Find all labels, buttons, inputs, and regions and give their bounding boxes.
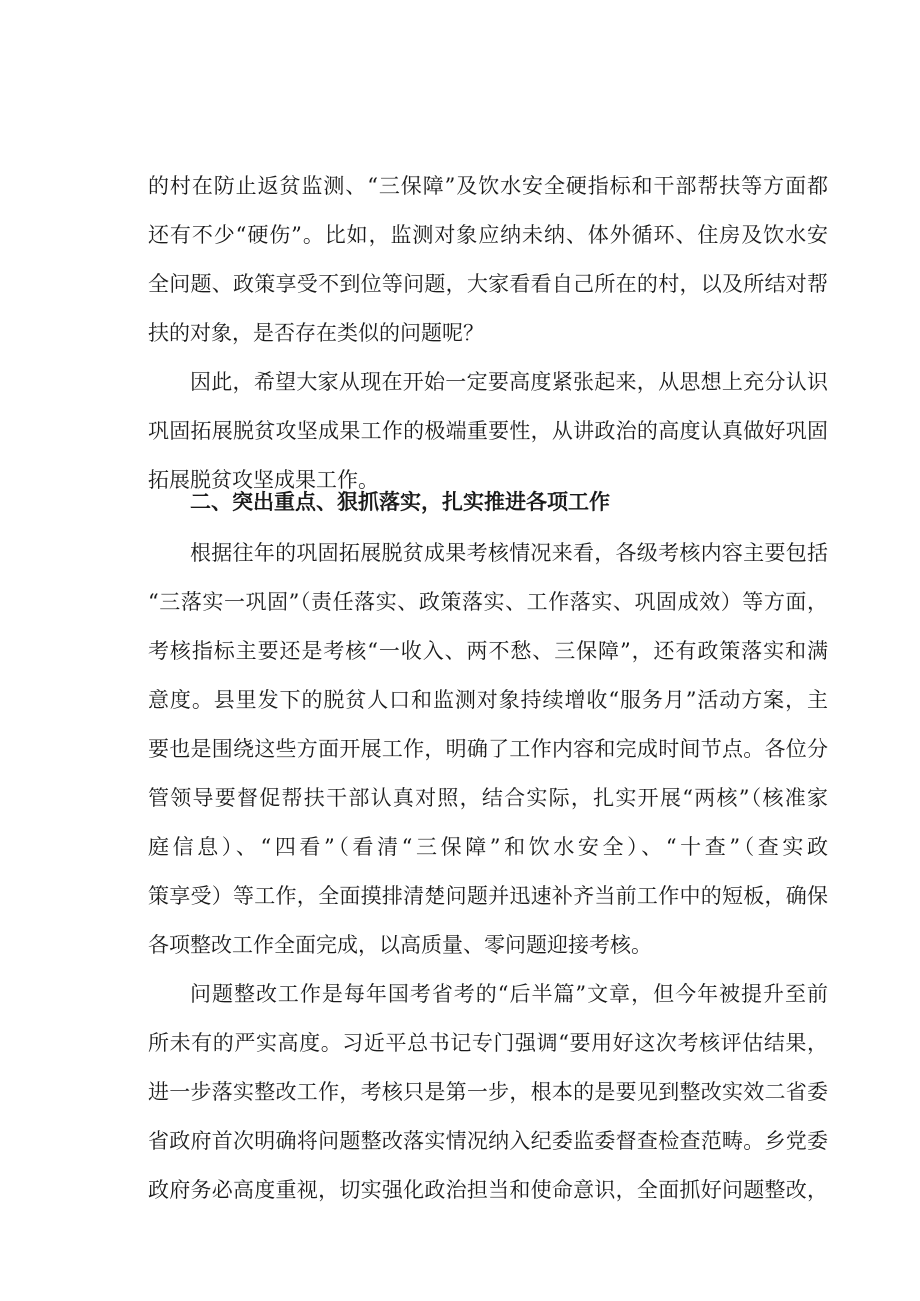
paragraph-1-line-4: 扶的对象，是否存在类似的问题呢？: [148, 321, 484, 345]
paragraph-1-line-3: 全问题、政策享受不到位等问题，大家看看自己所在的村，以及所结对帮: [148, 272, 828, 296]
paragraph-3-line-7: 庭信息）、“四看”（看清“三保障”和饮水安全）、“十查”（查实政: [148, 835, 828, 859]
paragraph-4-line-1: 问题整改工作是每年国考省考的“后半篇”文章，但今年被提升至前: [190, 982, 828, 1006]
paragraph-2-line-2: 巩固拓展脱贫攻坚成果工作的极端重要性，从讲政治的高度认真做好巩固: [148, 419, 828, 443]
paragraph-4-line-5: 政府务必高度重视，切实强化政治担当和使命意识，全面抓好问题整改，: [148, 1178, 828, 1202]
paragraph-3-line-4: 意度。县里发下的脱贫人口和监测对象持续增收“服务月”活动方案，主: [148, 688, 828, 712]
paragraph-4-line-2: 所未有的严实高度。习近平总书记专门强调“要用好这次考核评估结果，: [148, 1031, 828, 1055]
paragraph-3-line-2: “三落实一巩固”（责任落实、政策落实、工作落实、巩固成效）等方面，: [148, 590, 828, 614]
paragraph-4-line-3: 进一步落实整改工作，考核只是第一步，根本的是要见到整改实效二省委: [148, 1080, 828, 1104]
paragraph-3-line-8: 策享受）等工作，全面摸排清楚问题并迅速补齐当前工作中的短板，确保: [148, 884, 828, 908]
paragraph-1-line-2: 还有不少“硬伤”。比如，监测对象应纳未纳、体外循环、住房及饮水安: [148, 223, 828, 247]
paragraph-2-line-3: 拓展脱贫攻坚成果工作。: [148, 468, 379, 492]
paragraph-3-line-9: 各项整改工作全面完成，以高质量、零问题迎接考核。: [148, 933, 652, 957]
paragraph-3-line-6: 管领导要督促帮扶干部认真对照，结合实际，扎实开展“两核”（核准家: [148, 786, 828, 810]
paragraph-3-line-5: 要也是围绕这些方面开展工作，明确了工作内容和完成时间节点。各位分: [148, 737, 828, 761]
paragraph-4-line-4: 省政府首次明确将问题整改落实情况纳入纪委监委督查检查范畴。乡党委: [148, 1129, 828, 1153]
paragraph-3-line-1: 根据往年的巩固拓展脱贫成果考核情况来看，各级考核内容主要包括: [190, 541, 828, 565]
paragraph-3-line-3: 考核指标主要还是考核“一收入、两不愁、三保障”，还有政策落实和满: [148, 639, 828, 663]
paragraph-1-line-1: 的村在防止返贫监测、“三保障”及饮水安全硬指标和干部帮扶等方面都: [148, 174, 828, 198]
paragraph-2-line-1: 因此，希望大家从现在开始一定要高度紧张起来，从思想上充分认识: [190, 370, 828, 394]
section-heading: 二、突出重点、狠抓落实，扎实推进各项工作: [190, 490, 610, 514]
